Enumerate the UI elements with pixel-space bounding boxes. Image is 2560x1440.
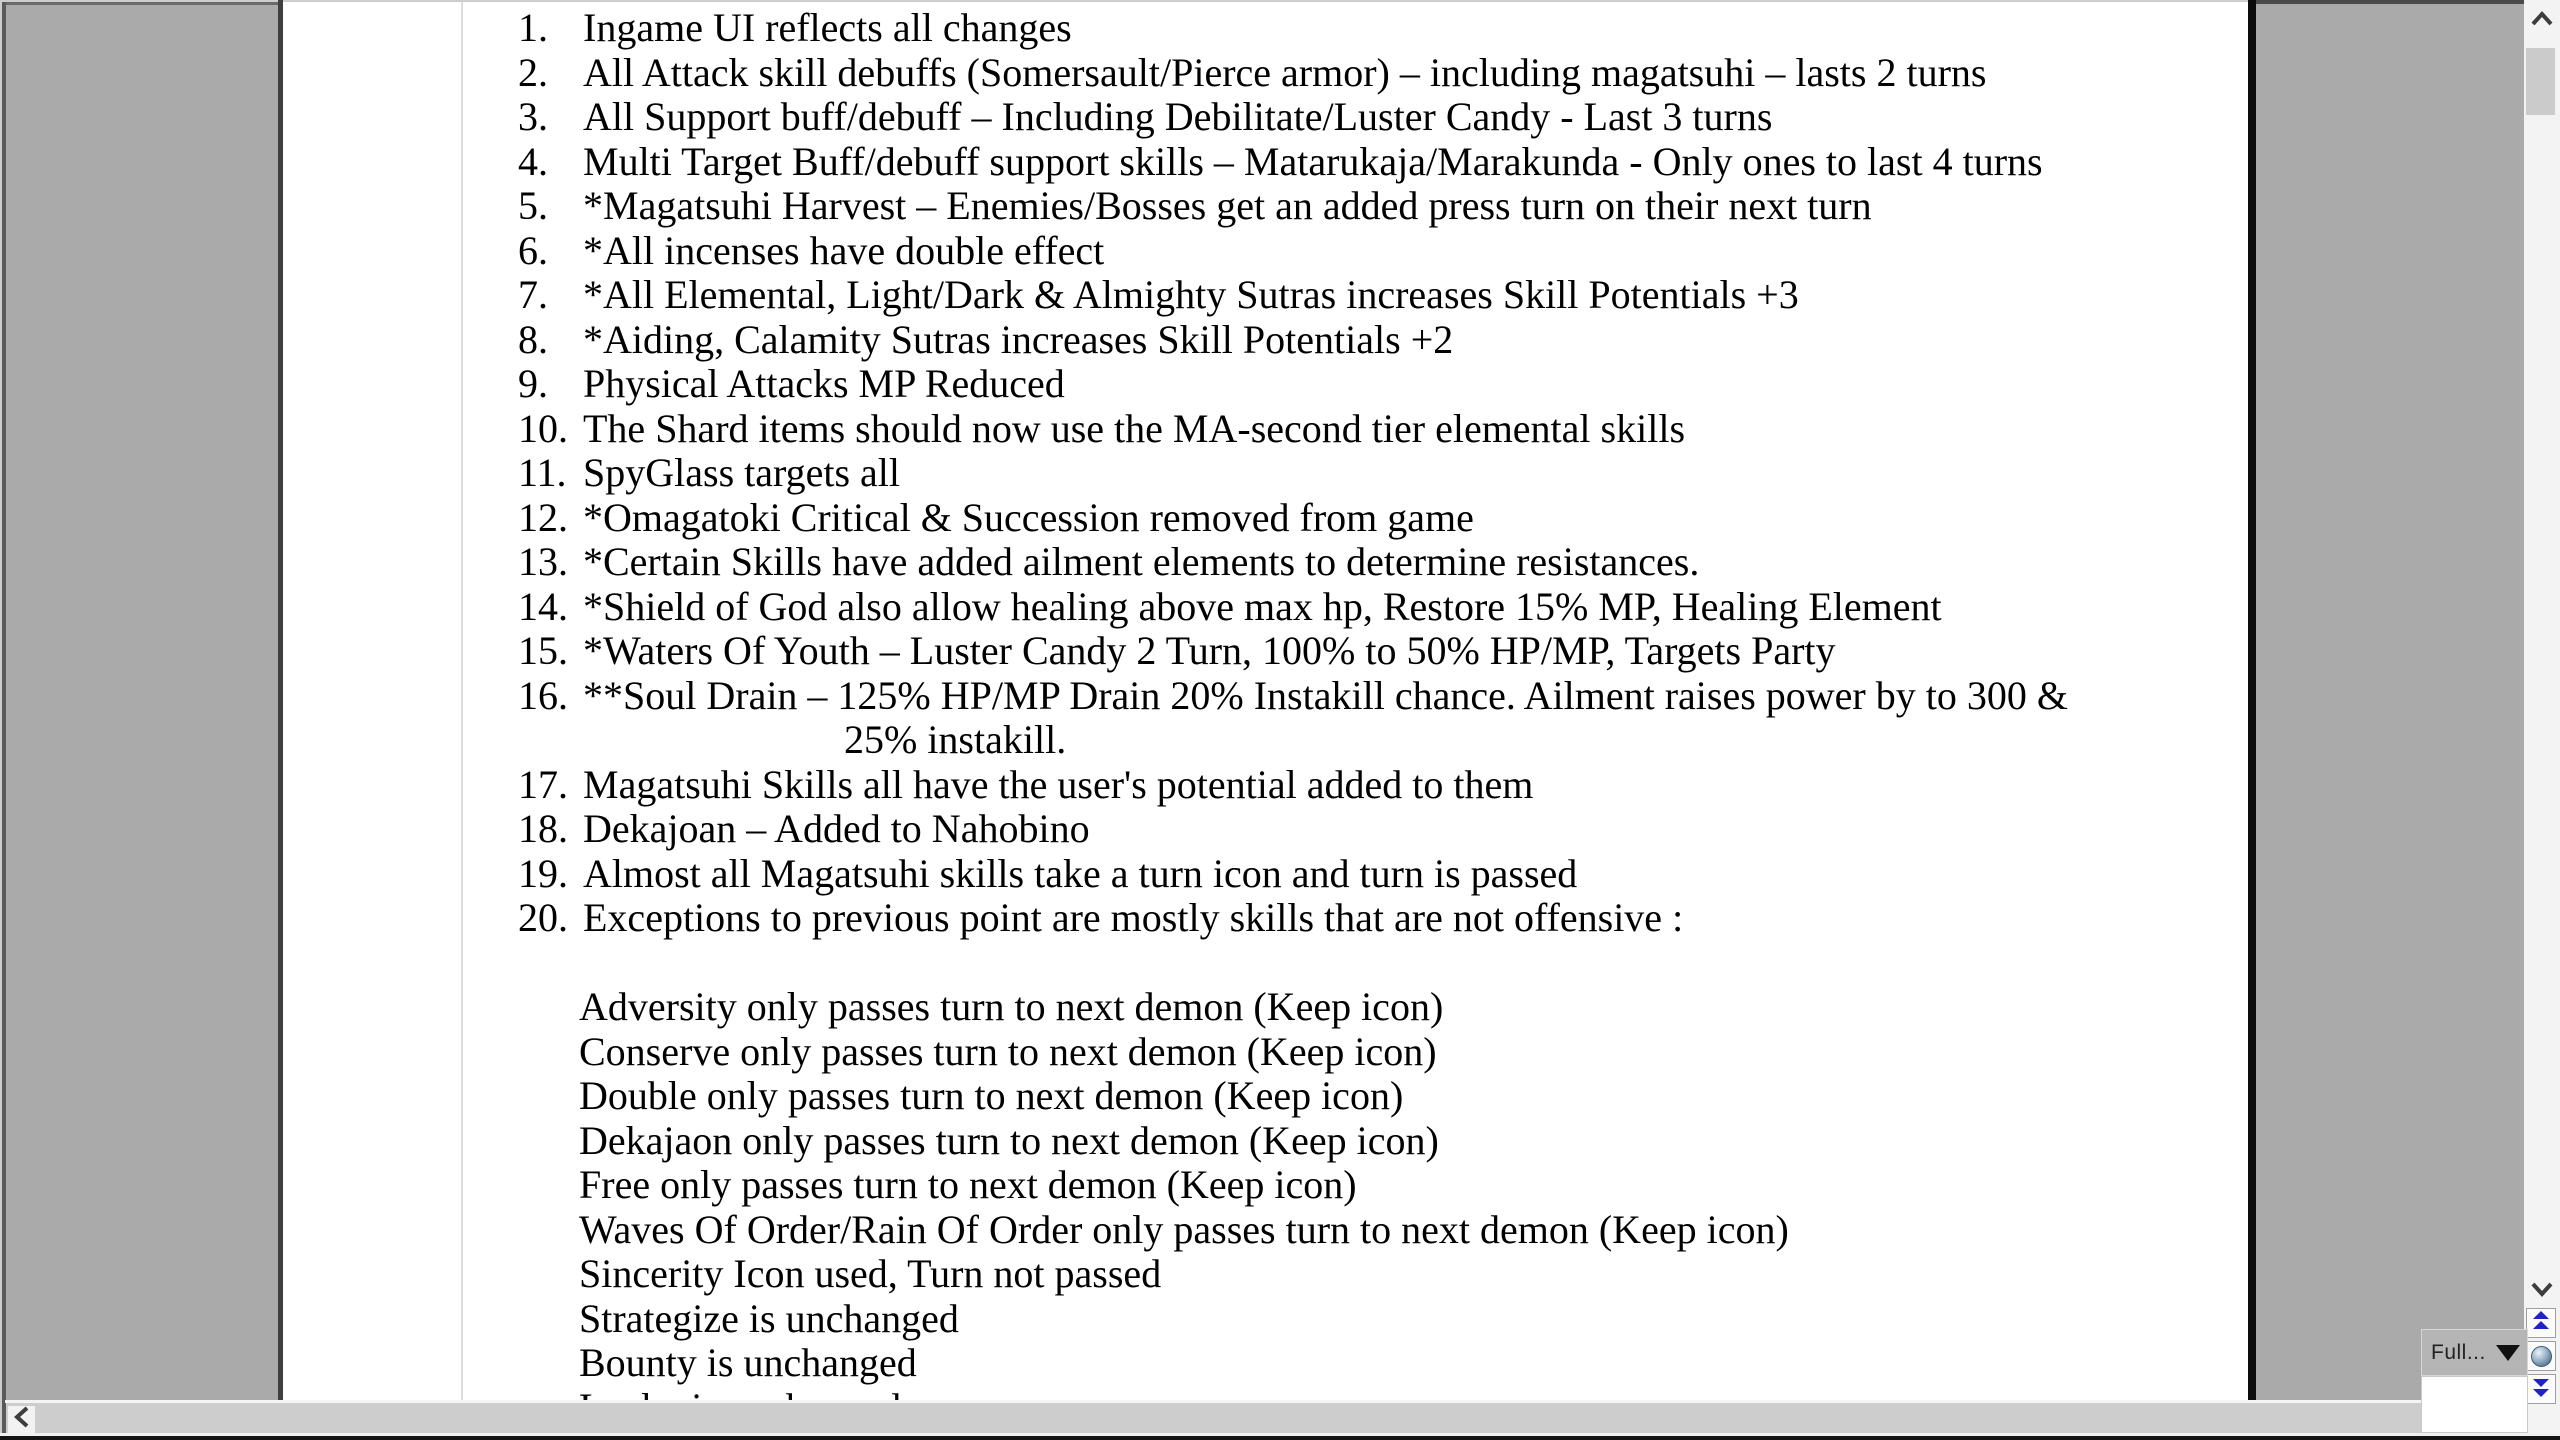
exception-item: Bounty is unchanged <box>579 1340 917 1385</box>
scroll-down-button[interactable] <box>2524 1278 2560 1304</box>
text-boundary-line <box>461 2 463 1403</box>
blank-line <box>283 941 2248 986</box>
list-text: Ingame UI reflects all changes <box>583 5 1072 50</box>
list-item <box>283 540 2248 585</box>
list-number: 13. <box>518 539 568 584</box>
numbered-list <box>283 6 2248 941</box>
list-item <box>283 674 2248 763</box>
list-text: Almost all Magatsuhi skills take a turn icon and turn is passed <box>583 850 1578 896</box>
list-item <box>283 896 2248 941</box>
exception-item: Conserve only passes turn to next demon (Keep icon) <box>579 1028 1437 1074</box>
list-item <box>283 496 2248 541</box>
vertical-scrollbar-thumb[interactable] <box>2526 48 2555 115</box>
view-mode-dropdown[interactable] <box>2421 1329 2528 1376</box>
list-text: The Shard items should now use the MA-second tier elemental skills <box>583 405 1686 451</box>
dropdown-arrow-icon <box>2496 1345 2520 1361</box>
list-text-line2: 25% instakill. <box>844 717 1067 762</box>
list-number: 17. <box>518 761 568 807</box>
list-item <box>283 585 2248 630</box>
exception-item: Sincerity Icon used, Turn not passed <box>579 1251 1162 1296</box>
list-text: Multi Target Buff/debuff support skills – Matarukaja/Marakunda - Only ones to last 4 turns <box>583 138 2043 184</box>
double-up-arrows-icon <box>2531 1310 2551 1337</box>
list-number: 5. <box>518 183 548 228</box>
exception-item: Waves Of Order/Rain Of Order only passes turn to next demon (Keep icon) <box>579 1206 1789 1252</box>
down-chevron-icon <box>2530 1280 2554 1303</box>
list-text: *Shield of God also allow healing above max hp, Restore 15% MP, Healing Element <box>583 583 1942 629</box>
list-number: 12. <box>518 494 568 540</box>
list-number: 4. <box>518 138 548 184</box>
list-number: 16. <box>518 672 568 718</box>
list-text: *All incenses have double effect <box>583 227 1105 273</box>
scroll-left-button[interactable] <box>8 1406 35 1433</box>
up-chevron-icon <box>2530 10 2554 33</box>
document-page <box>283 2 2248 1403</box>
list-number: 18. <box>518 806 568 851</box>
list-number: 20. <box>518 895 568 940</box>
document-left-margin <box>6 5 278 1403</box>
list-number: 11. <box>518 450 567 495</box>
list-number: 9. <box>518 361 548 406</box>
previous-page-button[interactable] <box>2526 1308 2556 1338</box>
list-text: Dekajoan – Added to Nahobino <box>583 806 1090 851</box>
list-item <box>283 362 2248 407</box>
list-item <box>283 807 2248 852</box>
exception-item: Dekajaon only passes turn to next demon (Keep icon) <box>579 1117 1439 1163</box>
list-number: 2. <box>518 49 548 95</box>
list-text-line1: **Soul Drain – 125% HP/MP Drain 20% Instakill chance. Ailment raises power by to 300 & <box>583 672 2068 718</box>
list-item <box>283 852 2248 897</box>
list-text: *Aiding, Calamity Sutras increases Skill Potentials +2 <box>583 316 1454 362</box>
list-number: 1. <box>518 5 548 50</box>
list-item <box>283 95 2248 140</box>
list-text: *Waters Of Youth – Luster Candy 2 Turn, 100% to 50% HP/MP, Targets Party <box>583 628 1836 673</box>
document-right-margin <box>2256 4 2524 1403</box>
list-number: 19. <box>518 850 568 896</box>
list-item <box>283 407 2248 452</box>
exception-item: Double only passes turn to next demon (Keep icon) <box>579 1073 1404 1118</box>
list-number: 7. <box>518 272 548 317</box>
list-item <box>283 318 2248 363</box>
list-item <box>283 273 2248 318</box>
left-chevron-icon <box>13 1405 31 1434</box>
exception-item: Strategize is unchanged <box>579 1295 959 1341</box>
select-browse-object-button[interactable] <box>2526 1341 2556 1371</box>
page-right-edge <box>2248 0 2256 1403</box>
browse-object-ball-icon <box>2531 1346 2552 1367</box>
scroll-up-button[interactable] <box>2524 6 2560 36</box>
list-number: 15. <box>518 628 568 673</box>
next-page-button[interactable] <box>2526 1374 2556 1404</box>
list-text: SpyGlass targets all <box>583 450 901 495</box>
horizontal-scrollbar[interactable] <box>6 1403 2524 1433</box>
list-number: 6. <box>518 227 548 273</box>
double-down-arrows-icon <box>2531 1376 2551 1403</box>
list-item <box>283 763 2248 808</box>
list-text: Magatsuhi Skills all have the user's potential added to them <box>583 761 1534 807</box>
vertical-scrollbar[interactable] <box>2524 0 2560 1433</box>
list-text: *Certain Skills have added ailment elements to determine resistances. <box>583 539 1700 584</box>
list-item <box>283 451 2248 496</box>
list-text: Exceptions to previous point are mostly skills that are not offensive : <box>583 895 1684 940</box>
list-number: 14. <box>518 583 568 629</box>
list-text: All Attack skill debuffs (Somersault/Pierce armor) – including magatsuhi – lasts 2 turns <box>583 49 1987 95</box>
list-text: Physical Attacks MP Reduced <box>583 361 1065 406</box>
exception-item: Free only passes turn to next demon (Keep icon) <box>579 1162 1357 1207</box>
list-text: *Omagatoki Critical & Succession removed from game <box>583 494 1474 540</box>
list-item <box>283 184 2248 229</box>
list-text: *Magatsuhi Harvest – Enemies/Bosses get an added press turn on their next turn <box>583 183 1872 228</box>
list-item <box>283 6 2248 51</box>
view-mode-dropdown-label: Full... <box>2431 1340 2486 1364</box>
list-item <box>283 629 2248 674</box>
document-content <box>283 2 2248 1430</box>
list-number: 10. <box>518 405 568 451</box>
list-number: 3. <box>518 94 548 139</box>
list-item <box>283 51 2248 96</box>
exception-item: Adversity only passes turn to next demon (Keep icon) <box>579 984 1444 1029</box>
list-number: 8. <box>518 316 548 362</box>
exceptions-list <box>283 985 2248 1430</box>
list-text <box>583 674 2068 763</box>
list-text: All Support buff/debuff – Including Debilitate/Luster Candy - Last 3 turns <box>583 94 1773 139</box>
list-text: *All Elemental, Light/Dark & Almighty Sutras increases Skill Potentials +3 <box>583 272 1799 317</box>
list-item <box>283 140 2248 185</box>
list-item <box>283 229 2248 274</box>
view-mode-dropdown-panel[interactable] <box>2421 1376 2528 1433</box>
window-border-bottom <box>0 1436 2560 1440</box>
